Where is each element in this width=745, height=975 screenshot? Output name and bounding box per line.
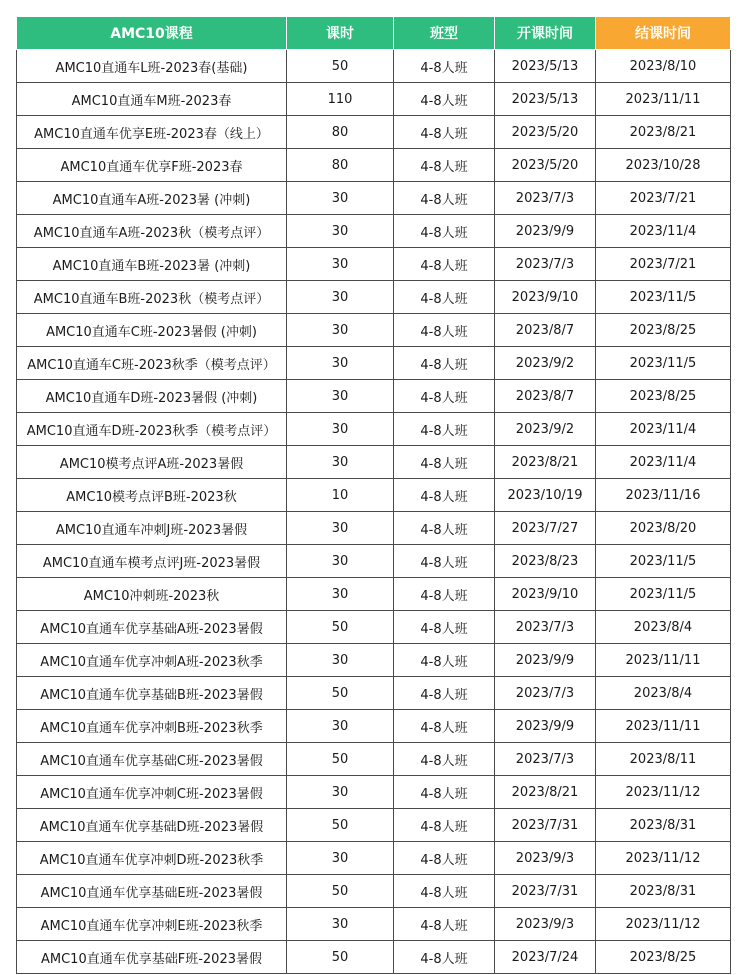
table-row bbox=[17, 644, 731, 677]
hours-cell: 30 bbox=[287, 446, 394, 479]
course-name-cell: AMC10直通车优享基础D班-2023暑假 bbox=[17, 809, 287, 842]
class-type-cell: 4-8人班 bbox=[394, 347, 495, 380]
hours-cell: 80 bbox=[287, 116, 394, 149]
class-type-cell: 4-8人班 bbox=[394, 248, 495, 281]
start-date-cell: 2023/9/3 bbox=[495, 842, 596, 875]
course-name-cell: AMC10直通车A班-2023秋（模考点评） bbox=[17, 215, 287, 248]
table-row bbox=[17, 149, 731, 182]
start-date-cell: 2023/9/9 bbox=[495, 644, 596, 677]
end-date-cell: 2023/8/25 bbox=[596, 314, 731, 347]
column-header-end-date: 结课时间 bbox=[596, 17, 731, 50]
start-date-cell: 2023/8/21 bbox=[495, 446, 596, 479]
end-date-cell: 2023/8/25 bbox=[596, 941, 731, 974]
class-type-cell: 4-8人班 bbox=[394, 908, 495, 941]
course-name-cell: AMC10直通车B班-2023秋（模考点评） bbox=[17, 281, 287, 314]
hours-cell: 50 bbox=[287, 809, 394, 842]
end-date-cell: 2023/11/5 bbox=[596, 578, 731, 611]
class-type-cell: 4-8人班 bbox=[394, 710, 495, 743]
column-header-hours: 课时 bbox=[287, 17, 394, 50]
class-type-cell: 4-8人班 bbox=[394, 512, 495, 545]
start-date-cell: 2023/8/7 bbox=[495, 314, 596, 347]
hours-cell: 30 bbox=[287, 182, 394, 215]
course-name-cell: AMC10直通车优享冲刺C班-2023暑假 bbox=[17, 776, 287, 809]
end-date-cell: 2023/11/16 bbox=[596, 479, 731, 512]
course-name-cell: AMC10冲刺班-2023秋 bbox=[17, 578, 287, 611]
class-type-cell: 4-8人班 bbox=[394, 314, 495, 347]
table-body bbox=[17, 50, 731, 974]
class-type-cell: 4-8人班 bbox=[394, 743, 495, 776]
table-row bbox=[17, 743, 731, 776]
class-type-cell: 4-8人班 bbox=[394, 644, 495, 677]
start-date-cell: 2023/9/9 bbox=[495, 215, 596, 248]
hours-cell: 10 bbox=[287, 479, 394, 512]
hours-cell: 30 bbox=[287, 578, 394, 611]
column-header-course: AMC10课程 bbox=[17, 17, 287, 50]
course-name-cell: AMC10直通车模考点评J班-2023暑假 bbox=[17, 545, 287, 578]
hours-cell: 30 bbox=[287, 413, 394, 446]
hours-cell: 30 bbox=[287, 512, 394, 545]
end-date-cell: 2023/11/11 bbox=[596, 83, 731, 116]
hours-cell: 50 bbox=[287, 743, 394, 776]
class-type-cell: 4-8人班 bbox=[394, 578, 495, 611]
start-date-cell: 2023/7/31 bbox=[495, 875, 596, 908]
start-date-cell: 2023/5/13 bbox=[495, 50, 596, 83]
course-name-cell: AMC10直通车优享基础C班-2023暑假 bbox=[17, 743, 287, 776]
course-name-cell: AMC10直通车优享基础F班-2023暑假 bbox=[17, 941, 287, 974]
course-name-cell: AMC10模考点评B班-2023秋 bbox=[17, 479, 287, 512]
table-row bbox=[17, 479, 731, 512]
start-date-cell: 2023/8/7 bbox=[495, 380, 596, 413]
class-type-cell: 4-8人班 bbox=[394, 182, 495, 215]
start-date-cell: 2023/9/2 bbox=[495, 347, 596, 380]
end-date-cell: 2023/11/12 bbox=[596, 842, 731, 875]
table-row bbox=[17, 83, 731, 116]
start-date-cell: 2023/10/19 bbox=[495, 479, 596, 512]
start-date-cell: 2023/7/3 bbox=[495, 248, 596, 281]
table-header-row bbox=[17, 17, 731, 50]
course-table bbox=[16, 16, 731, 974]
class-type-cell: 4-8人班 bbox=[394, 380, 495, 413]
hours-cell: 50 bbox=[287, 875, 394, 908]
hours-cell: 50 bbox=[287, 611, 394, 644]
end-date-cell: 2023/8/4 bbox=[596, 677, 731, 710]
end-date-cell: 2023/11/12 bbox=[596, 776, 731, 809]
start-date-cell: 2023/8/21 bbox=[495, 776, 596, 809]
hours-cell: 50 bbox=[287, 677, 394, 710]
start-date-cell: 2023/7/3 bbox=[495, 743, 596, 776]
start-date-cell: 2023/5/20 bbox=[495, 116, 596, 149]
table-row bbox=[17, 215, 731, 248]
end-date-cell: 2023/8/31 bbox=[596, 875, 731, 908]
hours-cell: 30 bbox=[287, 776, 394, 809]
table-row bbox=[17, 545, 731, 578]
hours-cell: 80 bbox=[287, 149, 394, 182]
course-name-cell: AMC10直通车D班-2023秋季（模考点评） bbox=[17, 413, 287, 446]
class-type-cell: 4-8人班 bbox=[394, 446, 495, 479]
class-type-cell: 4-8人班 bbox=[394, 116, 495, 149]
column-header-class-type: 班型 bbox=[394, 17, 495, 50]
end-date-cell: 2023/11/5 bbox=[596, 281, 731, 314]
class-type-cell: 4-8人班 bbox=[394, 941, 495, 974]
start-date-cell: 2023/7/24 bbox=[495, 941, 596, 974]
start-date-cell: 2023/7/3 bbox=[495, 611, 596, 644]
class-type-cell: 4-8人班 bbox=[394, 215, 495, 248]
end-date-cell: 2023/8/10 bbox=[596, 50, 731, 83]
course-name-cell: AMC10直通车优享冲刺B班-2023秋季 bbox=[17, 710, 287, 743]
table-row bbox=[17, 875, 731, 908]
class-type-cell: 4-8人班 bbox=[394, 413, 495, 446]
course-name-cell: AMC10直通车优享基础A班-2023暑假 bbox=[17, 611, 287, 644]
hours-cell: 30 bbox=[287, 215, 394, 248]
end-date-cell: 2023/8/4 bbox=[596, 611, 731, 644]
end-date-cell: 2023/8/21 bbox=[596, 116, 731, 149]
end-date-cell: 2023/7/21 bbox=[596, 182, 731, 215]
table-row bbox=[17, 809, 731, 842]
class-type-cell: 4-8人班 bbox=[394, 677, 495, 710]
hours-cell: 50 bbox=[287, 50, 394, 83]
end-date-cell: 2023/11/11 bbox=[596, 710, 731, 743]
table-row bbox=[17, 842, 731, 875]
table-row bbox=[17, 578, 731, 611]
hours-cell: 30 bbox=[287, 710, 394, 743]
end-date-cell: 2023/8/11 bbox=[596, 743, 731, 776]
hours-cell: 30 bbox=[287, 248, 394, 281]
table-row bbox=[17, 446, 731, 479]
end-date-cell: 2023/11/4 bbox=[596, 215, 731, 248]
hours-cell: 30 bbox=[287, 314, 394, 347]
course-name-cell: AMC10直通车优享F班-2023春 bbox=[17, 149, 287, 182]
table-row bbox=[17, 281, 731, 314]
table-row bbox=[17, 710, 731, 743]
class-type-cell: 4-8人班 bbox=[394, 50, 495, 83]
start-date-cell: 2023/9/10 bbox=[495, 578, 596, 611]
end-date-cell: 2023/11/11 bbox=[596, 644, 731, 677]
start-date-cell: 2023/9/9 bbox=[495, 710, 596, 743]
start-date-cell: 2023/9/10 bbox=[495, 281, 596, 314]
course-name-cell: AMC10直通车D班-2023暑假 (冲刺) bbox=[17, 380, 287, 413]
hours-cell: 50 bbox=[287, 941, 394, 974]
end-date-cell: 2023/11/12 bbox=[596, 908, 731, 941]
class-type-cell: 4-8人班 bbox=[394, 611, 495, 644]
course-schedule bbox=[16, 16, 730, 974]
hours-cell: 30 bbox=[287, 281, 394, 314]
start-date-cell: 2023/9/3 bbox=[495, 908, 596, 941]
table-row bbox=[17, 116, 731, 149]
hours-cell: 30 bbox=[287, 545, 394, 578]
table-row bbox=[17, 413, 731, 446]
class-type-cell: 4-8人班 bbox=[394, 875, 495, 908]
class-type-cell: 4-8人班 bbox=[394, 83, 495, 116]
course-name-cell: AMC10直通车A班-2023暑 (冲刺) bbox=[17, 182, 287, 215]
table-row bbox=[17, 776, 731, 809]
end-date-cell: 2023/11/5 bbox=[596, 347, 731, 380]
course-name-cell: AMC10直通车优享基础E班-2023暑假 bbox=[17, 875, 287, 908]
course-name-cell: AMC10直通车优享冲刺E班-2023秋季 bbox=[17, 908, 287, 941]
start-date-cell: 2023/7/31 bbox=[495, 809, 596, 842]
end-date-cell: 2023/7/21 bbox=[596, 248, 731, 281]
start-date-cell: 2023/5/20 bbox=[495, 149, 596, 182]
table-row bbox=[17, 611, 731, 644]
class-type-cell: 4-8人班 bbox=[394, 776, 495, 809]
hours-cell: 30 bbox=[287, 347, 394, 380]
course-name-cell: AMC10模考点评A班-2023暑假 bbox=[17, 446, 287, 479]
table-row bbox=[17, 677, 731, 710]
end-date-cell: 2023/11/4 bbox=[596, 413, 731, 446]
end-date-cell: 2023/8/31 bbox=[596, 809, 731, 842]
course-name-cell: AMC10直通车冲刺J班-2023暑假 bbox=[17, 512, 287, 545]
table-row bbox=[17, 50, 731, 83]
hours-cell: 30 bbox=[287, 380, 394, 413]
end-date-cell: 2023/8/20 bbox=[596, 512, 731, 545]
course-name-cell: AMC10直通车M班-2023春 bbox=[17, 83, 287, 116]
end-date-cell: 2023/10/28 bbox=[596, 149, 731, 182]
table-row bbox=[17, 248, 731, 281]
table-row bbox=[17, 182, 731, 215]
hours-cell: 110 bbox=[287, 83, 394, 116]
table-row bbox=[17, 512, 731, 545]
class-type-cell: 4-8人班 bbox=[394, 842, 495, 875]
course-name-cell: AMC10直通车优享基础B班-2023暑假 bbox=[17, 677, 287, 710]
table-row bbox=[17, 380, 731, 413]
course-name-cell: AMC10直通车B班-2023暑 (冲刺) bbox=[17, 248, 287, 281]
start-date-cell: 2023/7/27 bbox=[495, 512, 596, 545]
start-date-cell: 2023/8/23 bbox=[495, 545, 596, 578]
course-name-cell: AMC10直通车优享冲刺D班-2023秋季 bbox=[17, 842, 287, 875]
course-name-cell: AMC10直通车C班-2023秋季（模考点评） bbox=[17, 347, 287, 380]
hours-cell: 30 bbox=[287, 842, 394, 875]
class-type-cell: 4-8人班 bbox=[394, 545, 495, 578]
start-date-cell: 2023/5/13 bbox=[495, 83, 596, 116]
course-name-cell: AMC10直通车优享E班-2023春（线上） bbox=[17, 116, 287, 149]
table-row bbox=[17, 908, 731, 941]
end-date-cell: 2023/8/25 bbox=[596, 380, 731, 413]
hours-cell: 30 bbox=[287, 644, 394, 677]
table-row bbox=[17, 941, 731, 974]
start-date-cell: 2023/9/2 bbox=[495, 413, 596, 446]
class-type-cell: 4-8人班 bbox=[394, 809, 495, 842]
course-name-cell: AMC10直通车C班-2023暑假 (冲刺) bbox=[17, 314, 287, 347]
hours-cell: 30 bbox=[287, 908, 394, 941]
column-header-start-date: 开课时间 bbox=[495, 17, 596, 50]
start-date-cell: 2023/7/3 bbox=[495, 677, 596, 710]
table-row bbox=[17, 314, 731, 347]
table-row bbox=[17, 347, 731, 380]
class-type-cell: 4-8人班 bbox=[394, 479, 495, 512]
class-type-cell: 4-8人班 bbox=[394, 149, 495, 182]
end-date-cell: 2023/11/4 bbox=[596, 446, 731, 479]
class-type-cell: 4-8人班 bbox=[394, 281, 495, 314]
end-date-cell: 2023/11/5 bbox=[596, 545, 731, 578]
course-name-cell: AMC10直通车优享冲刺A班-2023秋季 bbox=[17, 644, 287, 677]
start-date-cell: 2023/7/3 bbox=[495, 182, 596, 215]
course-name-cell: AMC10直通车L班-2023春(基础) bbox=[17, 50, 287, 83]
